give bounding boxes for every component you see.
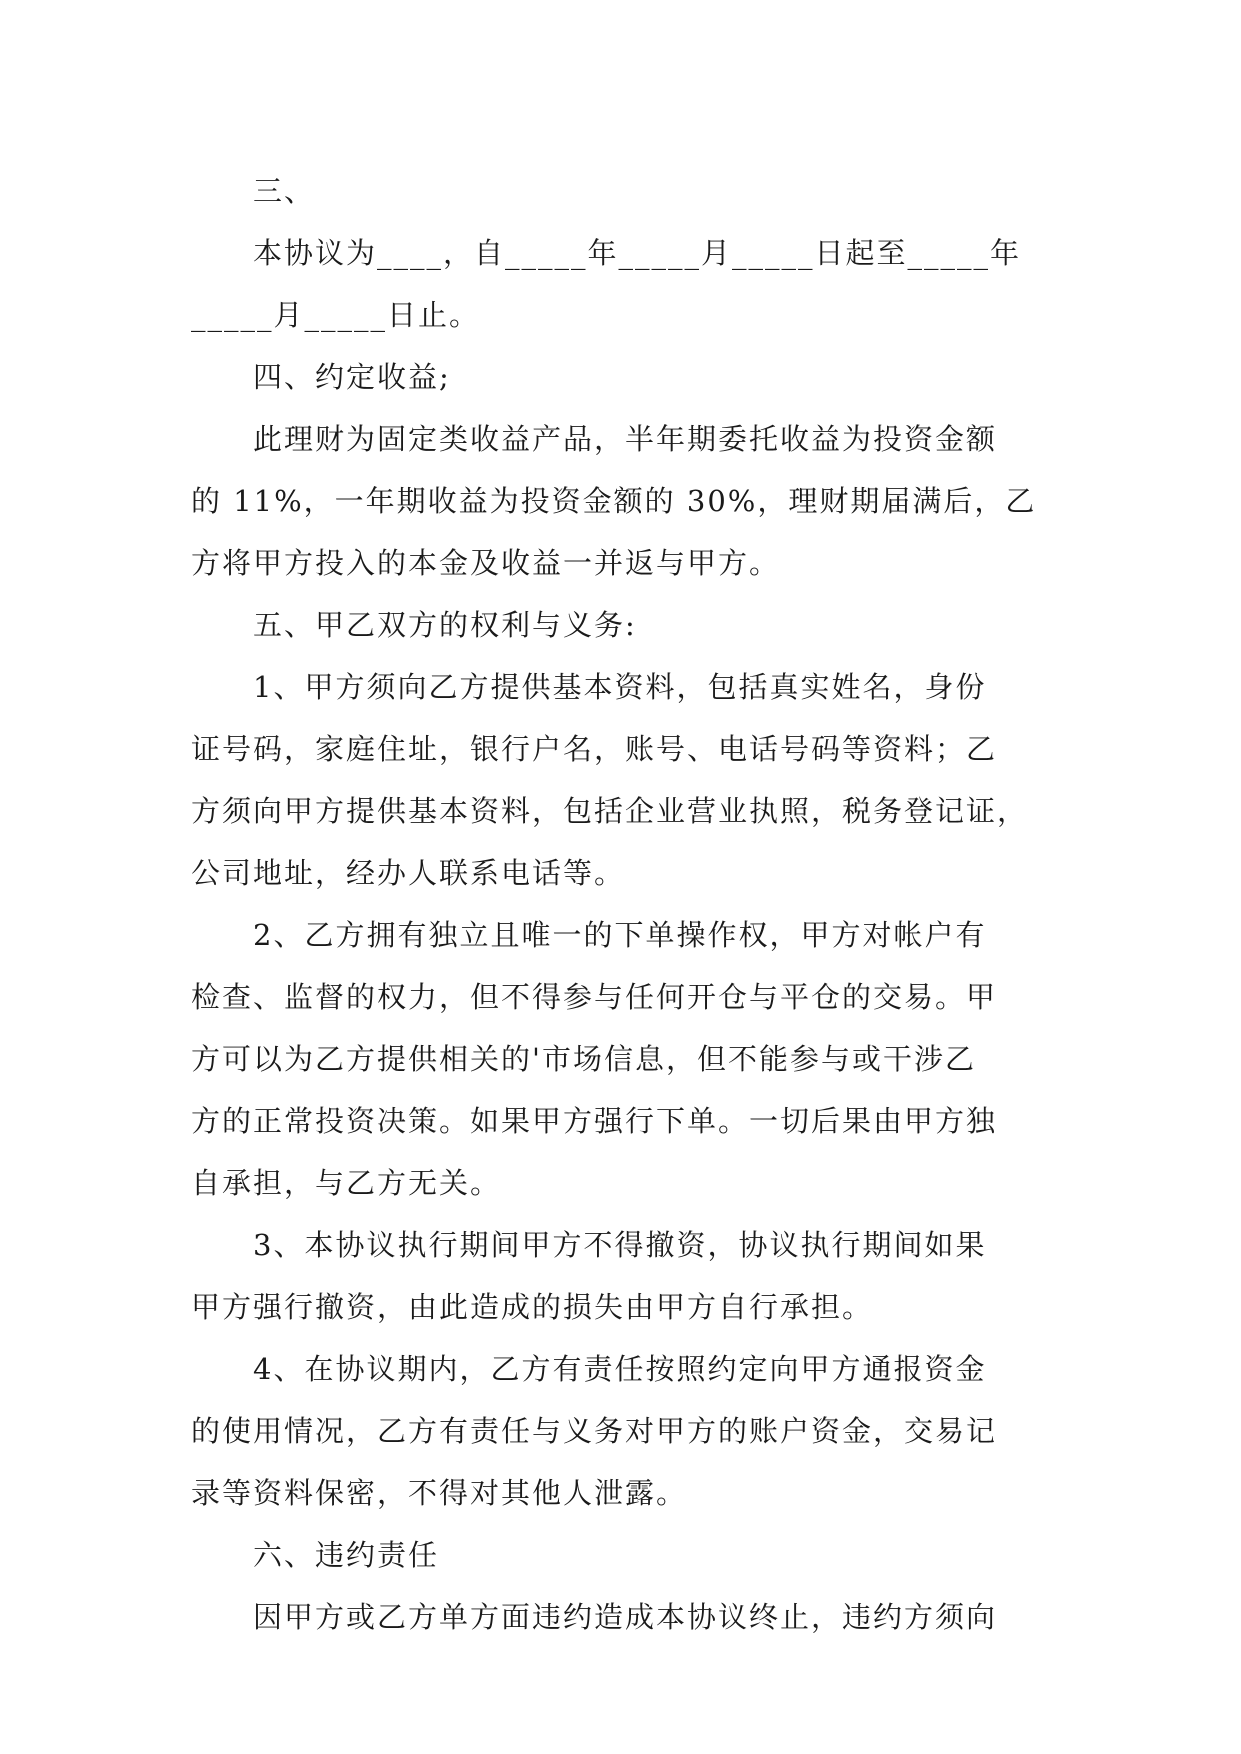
text-line: 甲方强行撤资，由此造成的损失由甲方自行承担。 [191,1290,874,1324]
clause-two-paragraph [191,904,1051,1214]
agreement-term-paragraph [191,222,1051,346]
text-line: 本协议为____，自_____年_____月_____日起至_____年 [253,236,1022,270]
text-line: 方将甲方投入的本金及收益一并返与甲方。 [191,546,781,580]
text-line: 六、违约责任 [253,1538,440,1572]
text-line: 4、在协议期内，乙方有责任按照约定向甲方通报资金 [253,1352,987,1386]
text-line: 证号码，家庭住址，银行户名，账号、电话号码等资料；乙 [191,732,998,766]
section-heading-four [191,346,1051,408]
text-line: 方须向甲方提供基本资料，包括企业营业执照，税务登记证， [191,794,1029,828]
text-line: 的使用情况，乙方有责任与义务对甲方的账户资金，交易记 [191,1414,998,1448]
text-line: 1、甲方须向乙方提供基本资料，包括真实姓名，身份 [253,670,987,704]
clause-four-paragraph [191,1338,1051,1524]
text-line: 自承担，与乙方无关。 [191,1166,502,1200]
text-line: 方的正常投资决策。如果甲方强行下单。一切后果由甲方独 [191,1104,998,1138]
text-line: 的 11%，一年期收益为投资金额的 30%，理财期届满后，乙 [191,484,1037,518]
text-line: _____月_____日止。 [191,298,481,332]
text-line: 方可以为乙方提供相关的'市场信息，但不能参与或干涉乙 [191,1042,976,1076]
agreed-return-paragraph [191,408,1051,594]
text-line: 三、 [253,174,316,208]
text-line: 检查、监督的权力，但不得参与任何开仓与平仓的交易。甲 [191,980,998,1014]
document-body [191,160,1051,1648]
text-line: 五、甲乙双方的权利与义务: [253,608,637,642]
breach-liability-paragraph [191,1586,1051,1648]
text-line: 录等资料保密，不得对其他人泄露。 [191,1476,688,1510]
text-line: 四、约定收益; [253,360,451,394]
text-line: 因甲方或乙方单方面违约造成本协议终止，违约方须向 [253,1600,998,1634]
text-line: 3、本协议执行期间甲方不得撤资，协议执行期间如果 [253,1228,987,1262]
section-heading-five [191,594,1051,656]
text-line: 2、乙方拥有独立且唯一的下单操作权，甲方对帐户有 [253,918,987,952]
section-heading-six [191,1524,1051,1586]
section-heading-three [191,160,1051,222]
clause-three-paragraph [191,1214,1051,1338]
text-line: 此理财为固定类收益产品，半年期委托收益为投资金额 [253,422,998,456]
clause-one-paragraph [191,656,1051,904]
text-line: 公司地址，经办人联系电话等。 [191,856,626,890]
